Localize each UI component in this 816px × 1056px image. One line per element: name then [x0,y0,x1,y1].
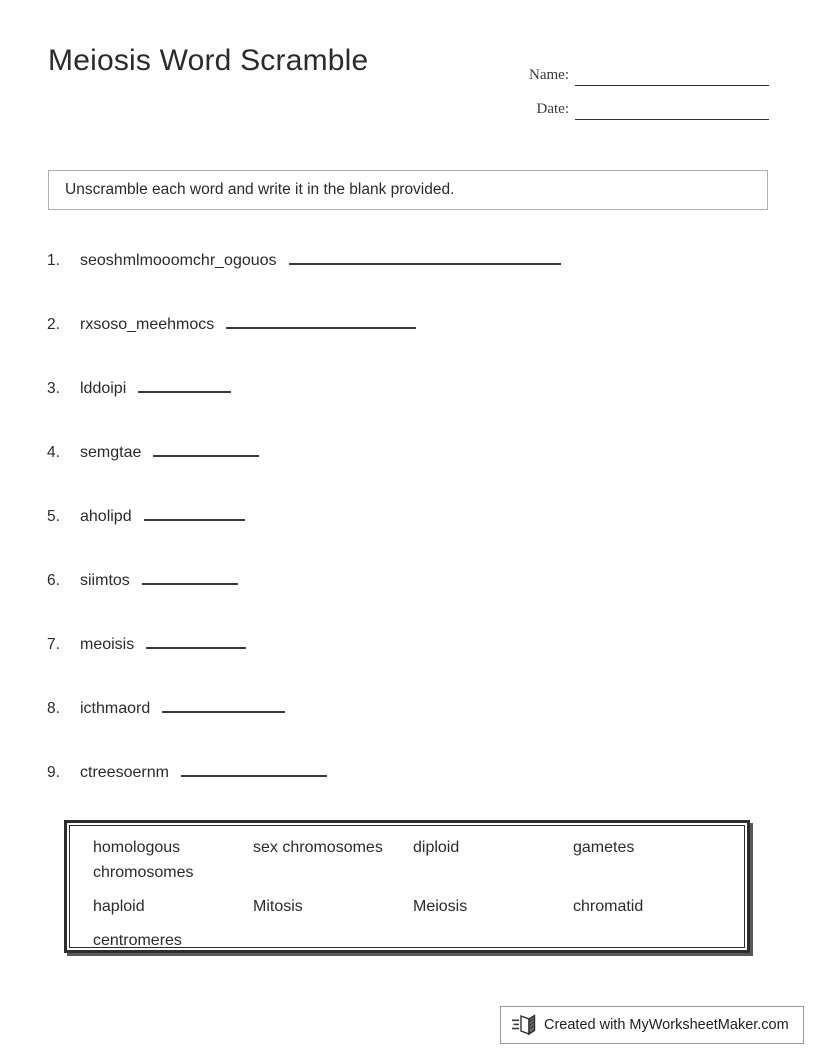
scrambled-word: ctreesoernm [80,764,169,781]
scramble-item-number: 8. [47,700,60,717]
scramble-item [47,314,747,378]
answer-blank[interactable] [142,570,238,585]
answer-blank[interactable] [162,698,285,713]
word-bank-grid [93,835,737,962]
word-bank-word: diploid [413,839,460,856]
answer-blank[interactable] [153,442,259,457]
scramble-item [47,506,747,570]
scramble-item [47,634,747,698]
scrambled-word: icthmaord [80,700,151,717]
scramble-item-number: 1. [47,252,60,269]
scrambled-word: aholipd [80,508,132,525]
word-bank-word: Meiosis [413,898,468,915]
scramble-item-number: 5. [47,508,60,525]
name-date-block [499,52,769,120]
scramble-item [47,250,747,314]
scramble-item [47,378,747,442]
date-label: Date: [536,101,569,117]
name-label: Name: [529,67,569,83]
instruction-text: Unscramble each word and write it in the blank provided. [65,181,455,198]
word-bank-word: homologous chromosomes [93,839,194,881]
scrambled-word: seoshmlmooomchr_ogouos [80,252,277,269]
word-bank-word: gametes [573,839,635,856]
word-bank-word: haploid [93,898,145,915]
scrambled-word: semgtae [80,444,142,461]
footer-badge-text: Created with MyWorksheetMaker.com [544,1017,789,1033]
scrambled-word: meoisis [80,636,135,653]
scramble-item [47,442,747,506]
scramble-list [47,250,747,826]
scramble-item-number: 9. [47,764,60,781]
word-bank-box [64,820,750,953]
word-bank-word: Mitosis [253,898,303,915]
word-bank-word: centromeres [93,932,182,949]
scrambled-word: rxsoso_meehmocs [80,316,215,333]
worksheet-maker-logo-icon [512,1013,538,1037]
scramble-item-number: 6. [47,572,60,589]
name-input-line[interactable] [575,65,769,86]
scramble-item-number: 7. [47,636,60,653]
worksheet-header [48,44,769,124]
scramble-item [47,762,747,826]
answer-blank[interactable] [138,378,231,393]
scrambled-word: lddoipi [80,380,127,397]
footer-badge[interactable] [500,1006,804,1044]
scramble-item [47,570,747,634]
date-row [499,86,769,120]
scramble-item-number: 4. [47,444,60,461]
answer-blank[interactable] [181,762,327,777]
scramble-item-number: 3. [47,380,60,397]
answer-blank[interactable] [226,314,416,329]
scramble-item-number: 2. [47,316,60,333]
scrambled-word: siimtos [80,572,130,589]
answer-blank[interactable] [146,634,246,649]
page-title: Meiosis Word Scramble [48,44,369,77]
answer-blank[interactable] [289,250,561,265]
scramble-item [47,698,747,762]
name-row [499,52,769,86]
date-input-line[interactable] [575,99,769,120]
word-bank-word: sex chromosomes [253,839,383,856]
word-bank-word: chromatid [573,898,644,915]
instruction-box [48,170,768,210]
answer-blank[interactable] [144,506,245,521]
